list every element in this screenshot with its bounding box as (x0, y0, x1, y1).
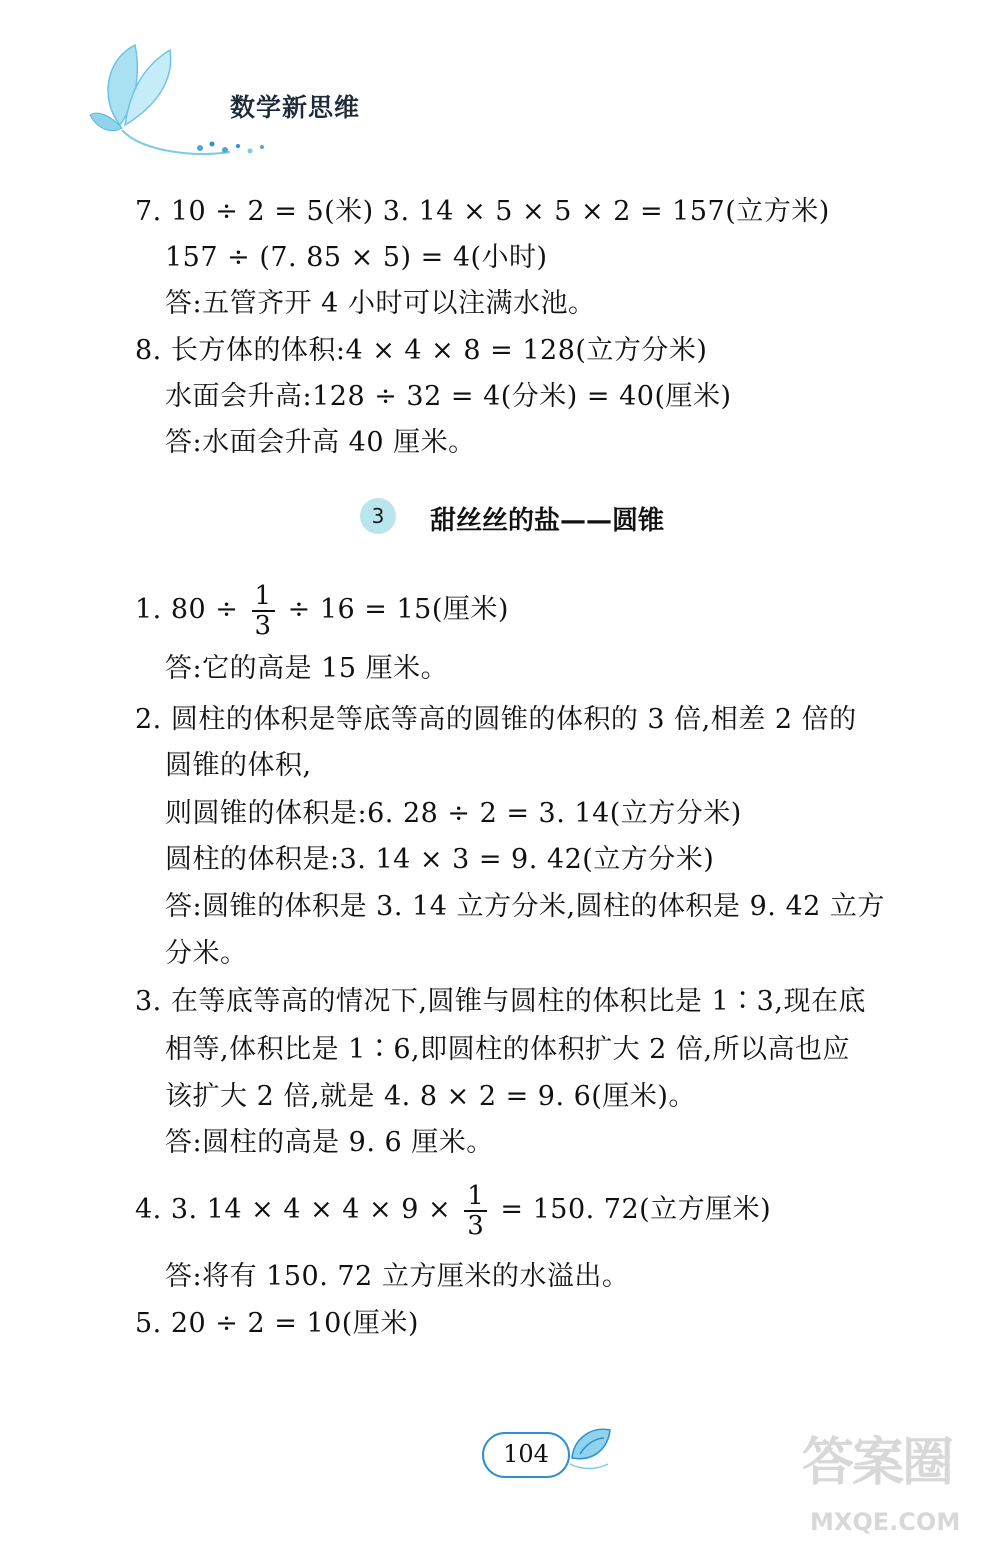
problem-2-answer: 答:圆锥的体积是 3. 14 立方分米,圆柱的体积是 9. 42 立方 (165, 891, 885, 922)
flower-icon (562, 1418, 622, 1478)
section-3-problem-1 (135, 580, 509, 640)
section-number-badge: 3 (360, 498, 396, 534)
fraction-denominator: 3 (254, 610, 272, 641)
problem-2-line-3: 则圆锥的体积是:6. 28 ÷ 2 = 3. 14(立方分米) (165, 798, 742, 829)
page-number-badge (482, 1418, 622, 1488)
problem-8-line-1: 8. 长方体的体积:4 × 4 × 8 = 128(立方分米) (135, 335, 708, 366)
problem-3-answer: 答:圆柱的高是 9. 6 厘米。 (165, 1127, 494, 1158)
problem-2-line-1: 2. 圆柱的体积是等底等高的圆锥的体积的 3 倍,相差 2 倍的 (135, 704, 857, 735)
section-title: 甜丝丝的盐——圆锥 (430, 506, 665, 536)
problem-8-line-2: 水面会升高:128 ÷ 32 = 4(分米) = 40(厘米) (165, 381, 732, 412)
watermark (790, 1420, 990, 1540)
page-number: 104 (503, 1440, 549, 1468)
problem-3-line-2: 相等,体积比是 1∶6,即圆柱的体积扩大 2 倍,所以高也应 (165, 1034, 851, 1065)
problem-3-line-1: 3. 在等底等高的情况下,圆锥与圆柱的体积比是 1∶3,现在底 (135, 986, 866, 1017)
problem-7-answer: 答:五管齐开 4 小时可以注满水池。 (165, 288, 596, 319)
problem-4-expr-end: = 150. 72(立方厘米) (500, 1194, 772, 1225)
problem-2-answer-cont: 分米。 (165, 938, 248, 969)
problem-4-expr-start: 4. 3. 14 × 4 × 4 × 9 × (135, 1194, 452, 1225)
problem-1-answer: 答:它的高是 15 厘米。 (165, 653, 449, 684)
problem-3-line-3: 该扩大 2 倍,就是 4. 8 × 2 = 9. 6(厘米)。 (165, 1081, 696, 1112)
problem-7-line-1: 7. 10 ÷ 2 = 5(米) 3. 14 × 5 × 5 × 2 = 157(立方米) (135, 196, 830, 227)
problem-4-line-1 (135, 1180, 771, 1240)
fraction-numerator: 1 (252, 582, 275, 612)
watermark-url: MXQE.COM (810, 1508, 961, 1536)
problem-1-expr-start: 1. 80 ÷ (135, 594, 239, 625)
watermark-logo: 答案圈 (802, 1433, 953, 1493)
problem-5-line-1: 5. 20 ÷ 2 = 10(厘米) (135, 1308, 419, 1339)
fraction-denominator: 3 (467, 1210, 485, 1241)
fraction-one-third (252, 582, 275, 640)
fraction-one-third (464, 1182, 487, 1240)
problem-8-answer: 答:水面会升高 40 厘米。 (165, 427, 476, 458)
problem-2-line-4: 圆柱的体积是:3. 14 × 3 = 9. 42(立方分米) (165, 844, 715, 875)
problem-7-line-2: 157 ÷ (7. 85 × 5) = 4(小时) (165, 242, 548, 273)
fraction-numerator: 1 (464, 1182, 487, 1212)
problem-4-answer: 答:将有 150. 72 立方厘米的水溢出。 (165, 1261, 630, 1292)
problem-1-expr-end: ÷ 16 = 15(厘米) (287, 594, 509, 625)
header-title: 数学新思维 (230, 93, 361, 122)
problem-2-line-2: 圆锥的体积, (165, 750, 312, 781)
